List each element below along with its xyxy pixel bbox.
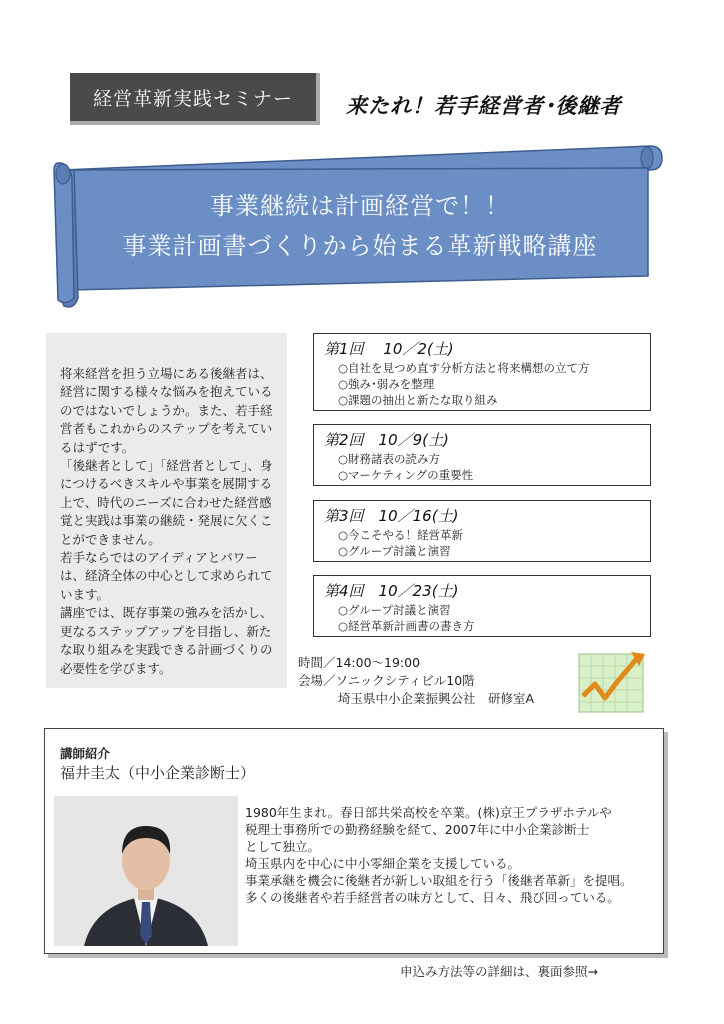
session-item: ○グループ討議と演習 <box>338 544 451 558</box>
intro-paragraph: 将来経営を担う立場にある後継者は、経営に関する様々な悩みを抱えているのではないでしょうか。また、若手経営者もこれからのステップを考えているはずです。 <box>60 366 273 455</box>
time-info: 時間／14:00～19:00 <box>298 655 421 670</box>
intro-text <box>60 365 280 678</box>
bio-line: 事業承継を機会に後継者が新しい取組を行う「後継者革新」を提唱。 <box>245 873 633 888</box>
bio-line: 埼玉県内を中心に中小零細企業を支援している。 <box>245 856 521 871</box>
session-item: ○自社を見つめ直す分析方法と将来構想の立て方 <box>338 361 590 375</box>
bio-line: 多くの後継者や若手経営者の味方として、日々、飛び回っている。 <box>245 890 620 905</box>
speaker-portrait <box>54 796 238 946</box>
session-4 <box>313 575 651 637</box>
session-item: ○マーケティングの重要性 <box>338 468 474 482</box>
rising-chart-icon <box>575 648 647 716</box>
session-2 <box>313 424 651 486</box>
bio-line: として独立。 <box>245 839 321 854</box>
venue-info: 会場／ソニックシティビル10階 <box>298 673 475 688</box>
session-item: ○強み･弱みを整理 <box>338 377 435 391</box>
session-item: ○課題の抽出と新たな取り組み <box>338 393 498 407</box>
session-1 <box>313 333 651 411</box>
session-title: 第2回 10／9(土) <box>324 431 449 449</box>
banner-title-line1: 事業継続は計画経営で！！ <box>210 192 510 220</box>
banner-title <box>60 186 660 266</box>
session-item: ○今こそやる！経営革新 <box>338 528 464 542</box>
bio-line: 1980年生まれ。春日部共栄高校を卒業。(株)京王プラザホテルや <box>245 805 612 820</box>
session-item: ○グループ討議と演習 <box>338 603 451 617</box>
seminar-tag: 経営革新実践セミナー <box>70 73 320 125</box>
session-title: 第4回 10／23(土) <box>324 582 459 600</box>
footer-note: 申込み方法等の詳細は、裏面参照→ <box>400 964 598 979</box>
intro-paragraph: 講座では、既存事業の強みを活かし、更なるステップアップを目指し、新たな取り組みを実践できる計画づくりの必要性を学びます。 <box>60 605 273 676</box>
banner-title-line2: 事業計画書づくりから始まる革新戦略講座 <box>122 232 598 260</box>
session-item: ○財務諸表の読み方 <box>338 452 441 466</box>
catch-copy: 来たれ！若手経営者･後継者 <box>346 94 622 118</box>
speaker-bio <box>245 804 660 906</box>
session-title: 第3回 10／16(土) <box>324 507 459 525</box>
speaker-heading: 講師紹介 <box>60 746 111 761</box>
bio-line: 税理士事務所での勤務経験を経て、2007年に中小企業診断士 <box>245 822 590 837</box>
session-item: ○経営革新計画書の書き方 <box>338 619 475 633</box>
speaker-name: 福井圭太（中小企業診断士） <box>60 764 256 782</box>
session-3 <box>313 500 651 562</box>
intro-paragraph: 「後継者として」「経営者として」、身につけるべきスキルや事業を展開する上で、時代のニーズに合わせた経営感覚と実践は事業の継続・発展に欠くことができません。 <box>60 458 273 547</box>
venue-detail: 埼玉県中小企業振興公社 研修室A <box>338 691 535 706</box>
intro-paragraph: 若手ならではのアイディアとパワーは、経済全体の中心として求められています。 <box>60 550 273 602</box>
session-title: 第1回 10／2(土) <box>324 340 454 358</box>
